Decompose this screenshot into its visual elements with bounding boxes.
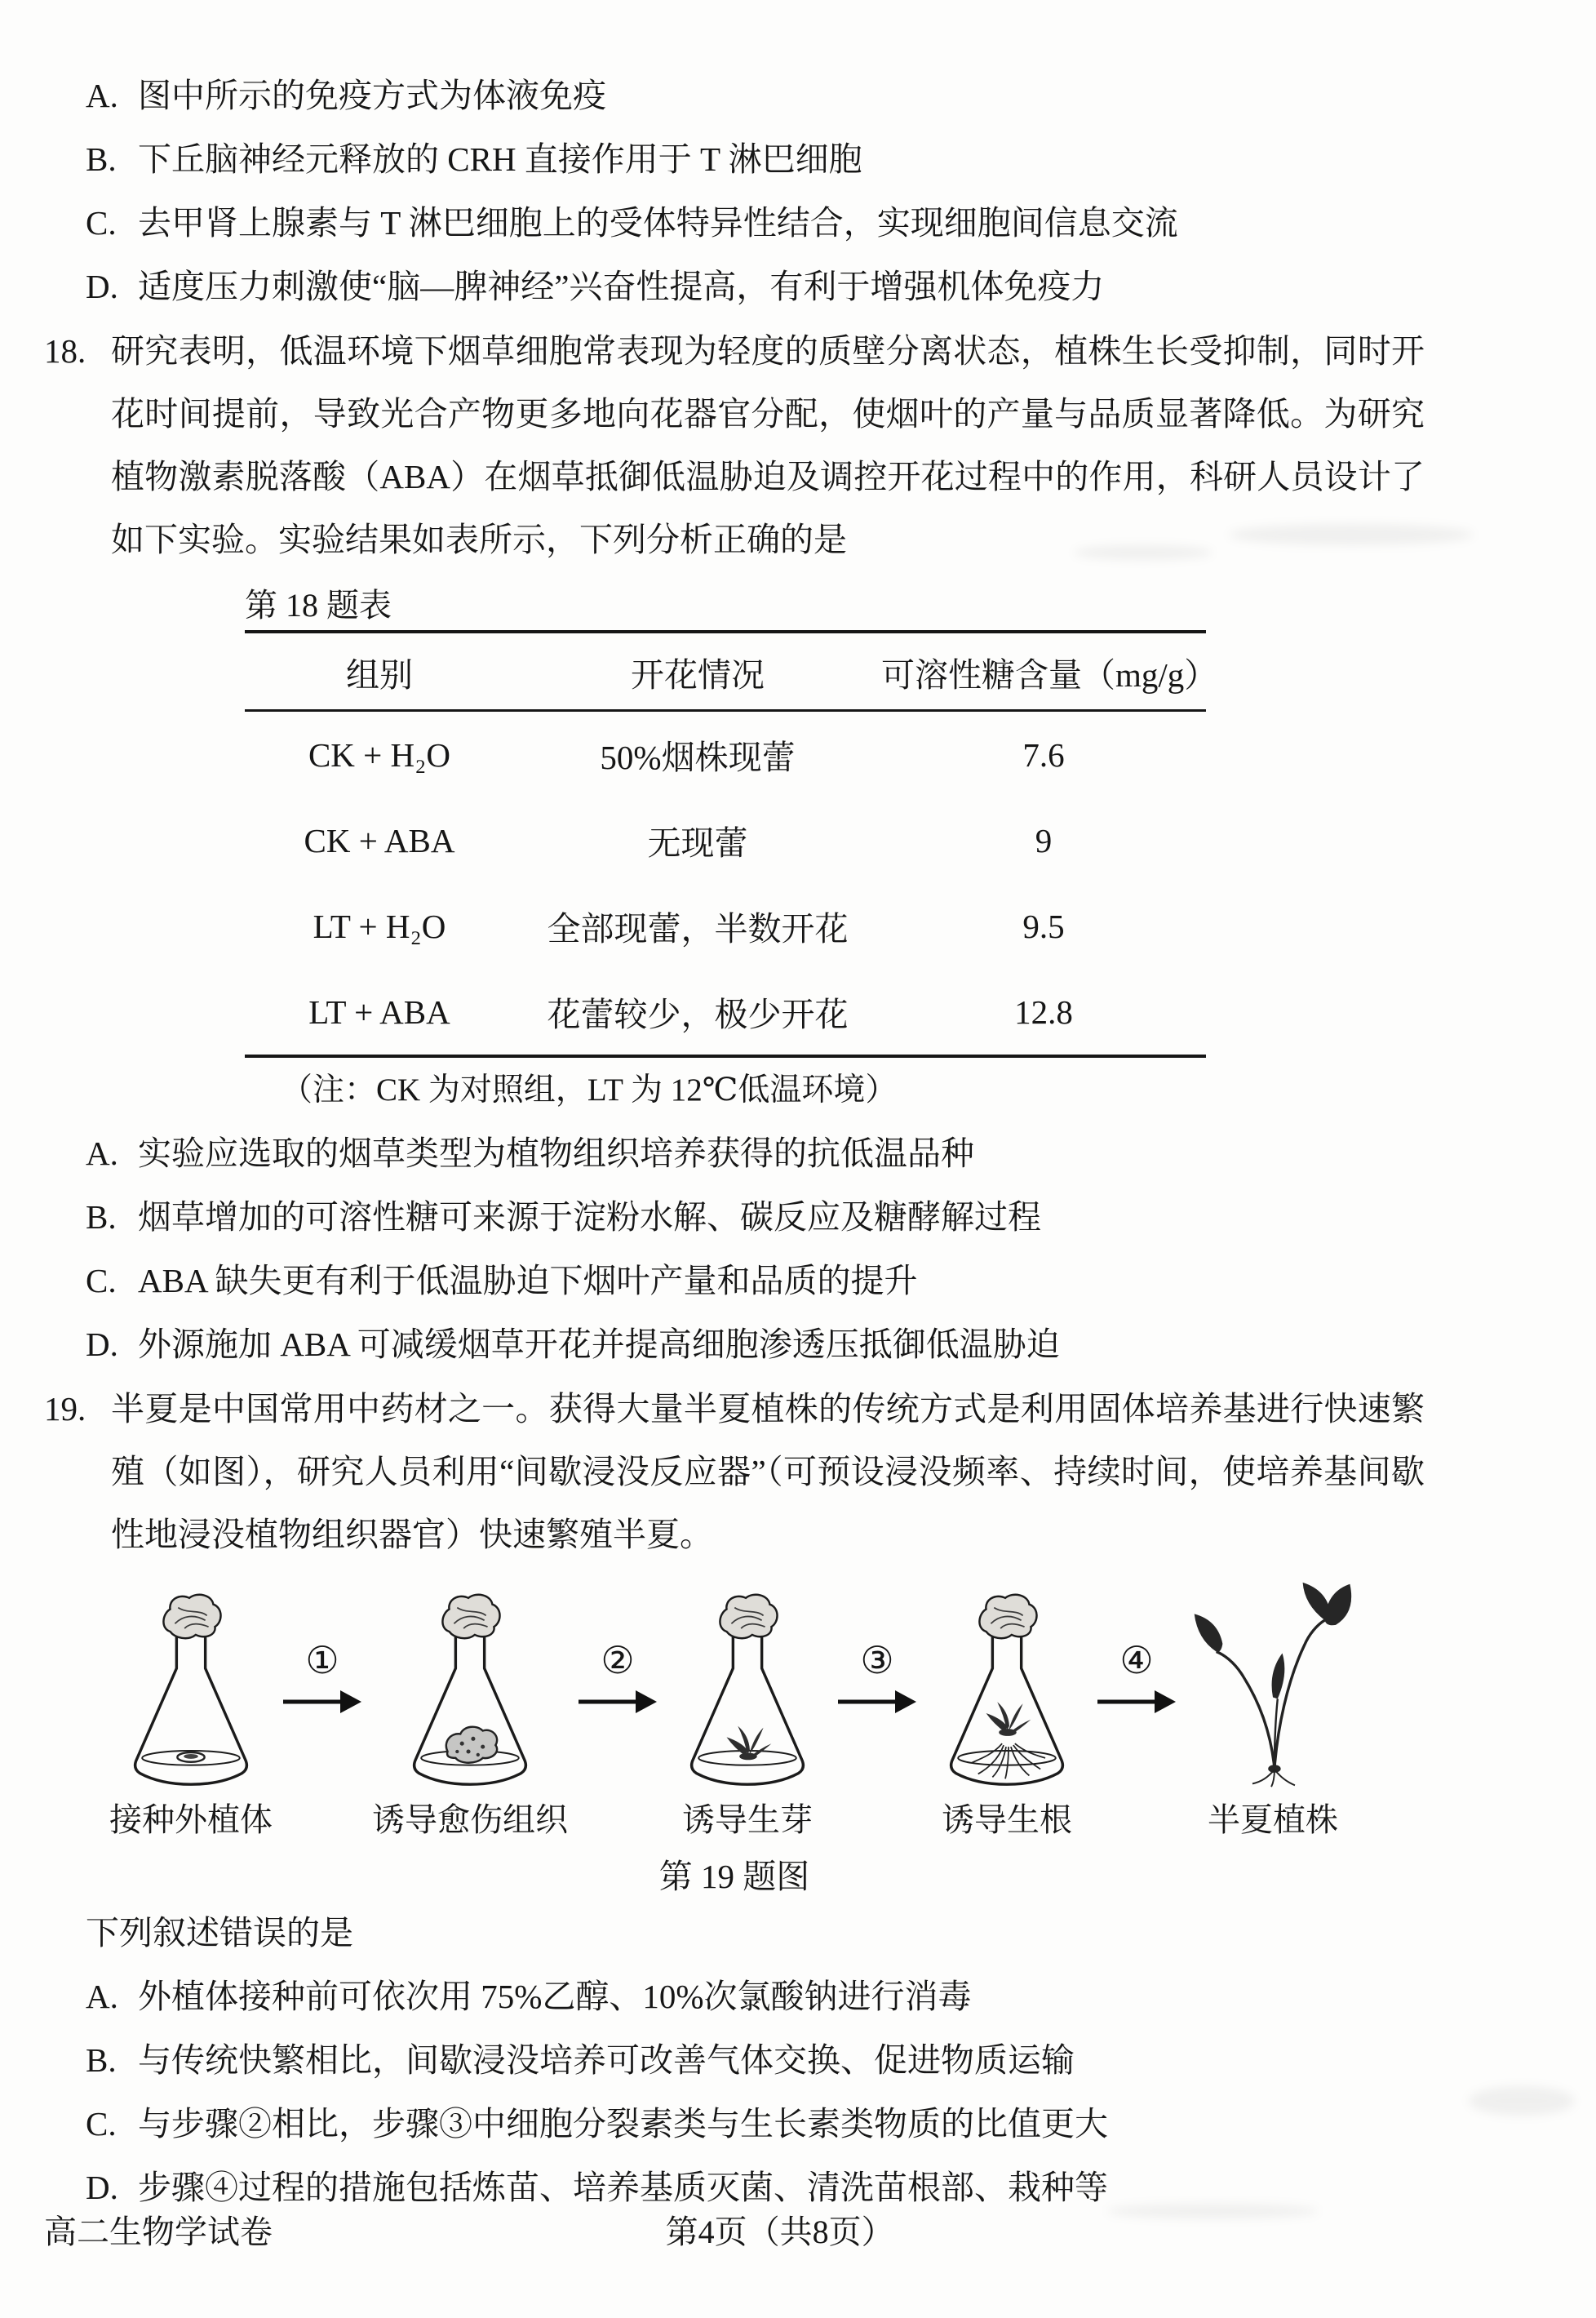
table-cell: LT + H₂O xyxy=(313,907,446,945)
q17-option-c xyxy=(86,191,1425,255)
option-text: ABA 缺失更有利于低温胁迫下烟叶产量和品质的提升 xyxy=(138,1262,918,1299)
option-letter: A. xyxy=(86,77,118,114)
question-19 xyxy=(44,1378,1425,2219)
step-number: ③ xyxy=(860,1640,894,1681)
question-stem: 研究表明，低温环境下烟草细胞常表现为轻度的质壁分离状态，植株生长受抑制，同时开花时间提前，导致光合产物更多地向花器官分配，使烟叶的产量与品质显著降低。为研究植物激素脱落酸（ABA）在烟草抵御低温胁迫及调控开花过程中的作用，科研人员设计了如下实验。实验结果如表所示，下列分析正确的是 xyxy=(111,332,1425,558)
scan-artifact xyxy=(1469,2086,1575,2116)
q18-option-a xyxy=(86,1121,1425,1185)
q19-stem-row xyxy=(44,1378,1425,1566)
option-text: 去甲肾上腺素与 T 淋巴细胞上的受体特异性结合，实现细胞间信息交流 xyxy=(138,204,1178,242)
option-text: 与步骤②相比，步骤③中细胞分裂素类与生长素类物质的比值更大 xyxy=(138,2105,1108,2143)
table-row xyxy=(245,711,1206,798)
option-letter: B. xyxy=(86,1198,117,1236)
table-row xyxy=(245,797,1206,883)
option-letter: A. xyxy=(86,1135,118,1172)
q19-options xyxy=(44,1965,1425,2219)
scan-artifact xyxy=(1106,2204,1319,2218)
q17-options xyxy=(44,64,1425,318)
arrow-right-icon xyxy=(575,1684,660,1720)
option-letter: C. xyxy=(86,1262,117,1299)
step-number: ④ xyxy=(1119,1640,1154,1681)
option-text: 图中所示的免疫方式为体液免疫 xyxy=(138,77,606,114)
option-text: 下丘脑神经元释放的 CRH 直接作用于 T 淋巴细胞 xyxy=(138,140,862,178)
option-text: 外源施加 ABA 可减缓烟草开花并提高细胞渗透压抵御低温胁迫 xyxy=(138,1326,1060,1363)
fig-step-plantlet xyxy=(1186,1579,1359,1842)
column-header-sugar: 可溶性糖含量（mg/g） xyxy=(881,632,1206,711)
table-cell: LT + ABA xyxy=(308,992,450,1031)
column-header-flowering: 开花情况 xyxy=(514,632,881,711)
q17-option-d xyxy=(86,255,1425,318)
table-cell: CK + H₂O xyxy=(308,735,451,774)
fig-step-roots xyxy=(927,1592,1087,1842)
footer-page-number: 第4页（共8页） xyxy=(665,2214,894,2250)
table-cell: 9.5 xyxy=(1022,907,1065,945)
table-header-row xyxy=(245,632,1206,711)
q19-option-b xyxy=(86,2028,1425,2092)
question-18 xyxy=(44,320,1425,1376)
scan-artifact xyxy=(1074,545,1213,560)
q18-option-d xyxy=(86,1312,1425,1376)
pinellia-plant-icon xyxy=(1186,1579,1359,1792)
arrow-right-icon xyxy=(835,1684,920,1720)
option-letter: D. xyxy=(86,268,118,305)
option-letter: B. xyxy=(86,2041,117,2079)
table-cell: 花蕾较少，极少开花 xyxy=(547,996,849,1033)
fig-arrow-2 xyxy=(570,1640,666,1720)
page-footer xyxy=(0,2210,1596,2253)
footer-exam-title: 高二生物学试卷 xyxy=(44,2214,273,2250)
option-text: 与传统快繁相比，间歇浸没培养可改善气体交换、促进物质运输 xyxy=(138,2041,1075,2079)
option-text: 外植体接种前可依次用 75%乙醇、10%次氯酸钠进行消毒 xyxy=(138,1978,972,2015)
q18-stem-row xyxy=(44,320,1425,571)
option-letter: A. xyxy=(86,1978,118,2015)
option-text: 适度压力刺激使“脑—脾神经”兴奋性提高，有利于增强机体免疫力 xyxy=(138,268,1105,305)
q19-figure xyxy=(44,1579,1425,1842)
q19-prompt: 下列叙述错误的是 xyxy=(86,1914,353,1952)
table-cell: 无现蕾 xyxy=(647,824,748,862)
table-caption: 第 18 题表 xyxy=(245,587,392,624)
q18-option-b xyxy=(86,1185,1425,1249)
question-number: 19. xyxy=(44,1390,86,1428)
q19-option-a xyxy=(86,1965,1425,2028)
option-letter: D. xyxy=(86,2169,118,2206)
fig-label: 诱导愈伤组织 xyxy=(372,1801,568,1838)
scan-artifact xyxy=(1229,524,1474,545)
option-letter: B. xyxy=(86,140,117,178)
q18-options xyxy=(44,1121,1425,1376)
flask-callus-icon xyxy=(390,1592,550,1792)
table-row xyxy=(245,883,1206,969)
table-row xyxy=(245,969,1206,1056)
flask-explant-icon xyxy=(111,1592,271,1792)
arrow-right-icon xyxy=(1094,1684,1179,1720)
fig-arrow-1 xyxy=(274,1640,370,1720)
option-text: 烟草增加的可溶性糖可来源于淀粉水解、碳反应及糖酵解过程 xyxy=(138,1198,1041,1236)
option-text: 实验应选取的烟草类型为植物组织培养获得的抗低温品种 xyxy=(138,1135,974,1172)
q19-option-c xyxy=(86,2092,1425,2156)
question-number: 18. xyxy=(44,332,86,370)
fig-label: 诱导生芽 xyxy=(682,1801,813,1838)
table-note: （注：CK 为对照组，LT 为 12℃低温环境） xyxy=(281,1072,898,1108)
question-stem: 半夏是中国常用中药材之一。获得大量半夏植株的传统方式是利用固体培养基进行快速繁殖（如图），研究人员利用“间歇浸没反应器”（可预设浸没频率、持续时间，使培养基间歇性地浸没植物组织器官）快速繁殖半夏。 xyxy=(111,1390,1425,1553)
arrow-right-icon xyxy=(280,1684,365,1720)
step-number: ① xyxy=(305,1640,339,1681)
q18-option-c xyxy=(86,1249,1425,1312)
q17-option-b xyxy=(86,127,1425,191)
table-cell: 50%烟株现蕾 xyxy=(600,739,796,776)
results-table xyxy=(245,630,1218,1058)
option-letter: C. xyxy=(86,204,117,242)
step-number: ② xyxy=(601,1640,635,1681)
flask-shoot-icon xyxy=(667,1592,827,1792)
fig-label: 诱导生根 xyxy=(942,1801,1072,1838)
table-cell: 9 xyxy=(1035,821,1053,859)
table-cell: 7.6 xyxy=(1022,735,1065,774)
fig-step-callus xyxy=(372,1592,568,1842)
table-cell: 全部现蕾，半数开花 xyxy=(547,910,849,948)
option-letter: C. xyxy=(86,2105,117,2143)
q17-option-a xyxy=(86,64,1425,127)
column-header-group: 组别 xyxy=(245,632,514,711)
option-letter: D. xyxy=(86,1326,118,1363)
option-text: 步骤④过程的措施包括炼苗、培养基质灭菌、清洗苗根部、栽种等 xyxy=(138,2169,1108,2206)
fig-step-explant xyxy=(109,1592,273,1842)
fig-label: 半夏植株 xyxy=(1208,1801,1338,1838)
table-cell: CK + ABA xyxy=(304,821,455,859)
table-cell: 12.8 xyxy=(1014,992,1073,1031)
fig-step-shoots xyxy=(667,1592,827,1842)
flask-root-icon xyxy=(927,1592,1087,1792)
figure-caption: 第 19 题图 xyxy=(658,1858,810,1895)
fig-arrow-4 xyxy=(1088,1640,1185,1720)
fig-arrow-3 xyxy=(829,1640,925,1720)
fig-label: 接种外植体 xyxy=(109,1801,273,1838)
